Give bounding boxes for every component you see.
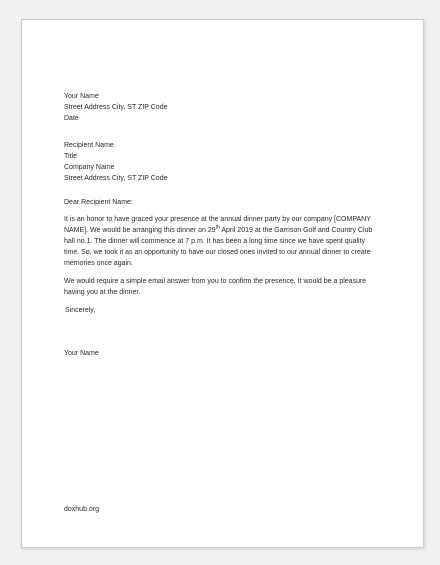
signature-name: Your Name bbox=[64, 350, 99, 357]
closing bbox=[65, 305, 385, 316]
sender-name: Your Name bbox=[64, 93, 99, 100]
body-paragraph-1-text bbox=[64, 214, 380, 269]
letter-page bbox=[21, 19, 424, 548]
body-paragraph-2-text: We would require a simple email answer from you to confirm the presence. It would be a pleasure having you at the dinner. bbox=[64, 278, 367, 296]
sender-block bbox=[64, 91, 384, 124]
salutation bbox=[64, 197, 384, 208]
body-p1-part2: April 2019 at the Garrison Golf and Country Club hall no.1. The dinner will commence at 7 p.m. It has been a long time since we have spent quality time. So, we took it as an opportunity to have our closed ones invited to our annual dinner to create memories once again. bbox=[64, 227, 373, 267]
closing-text: Sincerely, bbox=[65, 307, 96, 314]
signature bbox=[64, 348, 384, 359]
body-paragraph-2 bbox=[64, 276, 380, 298]
recipient-block bbox=[64, 140, 384, 184]
letter-date: Date bbox=[64, 115, 79, 122]
recipient-name: Recipient Name bbox=[64, 142, 114, 149]
body-paragraph-1 bbox=[64, 214, 380, 269]
sender-address: Street Address City, ST ZIP Code bbox=[64, 104, 168, 111]
recipient-company: Company Name bbox=[64, 164, 115, 171]
recipient-title: Title bbox=[64, 153, 77, 160]
salutation-text: Dear Recipient Name: bbox=[64, 199, 133, 206]
footer bbox=[64, 504, 384, 515]
body-p1-part1: It is an honor to have graced your presence at the annual dinner party by our company [COMPANY NAME]. We would be arranging this dinner on 29 bbox=[64, 216, 371, 234]
body-p1-superscript: th bbox=[215, 224, 220, 231]
footer-source: doxhub.org bbox=[64, 506, 100, 513]
recipient-address: Street Address City, ST ZIP Code bbox=[64, 175, 168, 182]
